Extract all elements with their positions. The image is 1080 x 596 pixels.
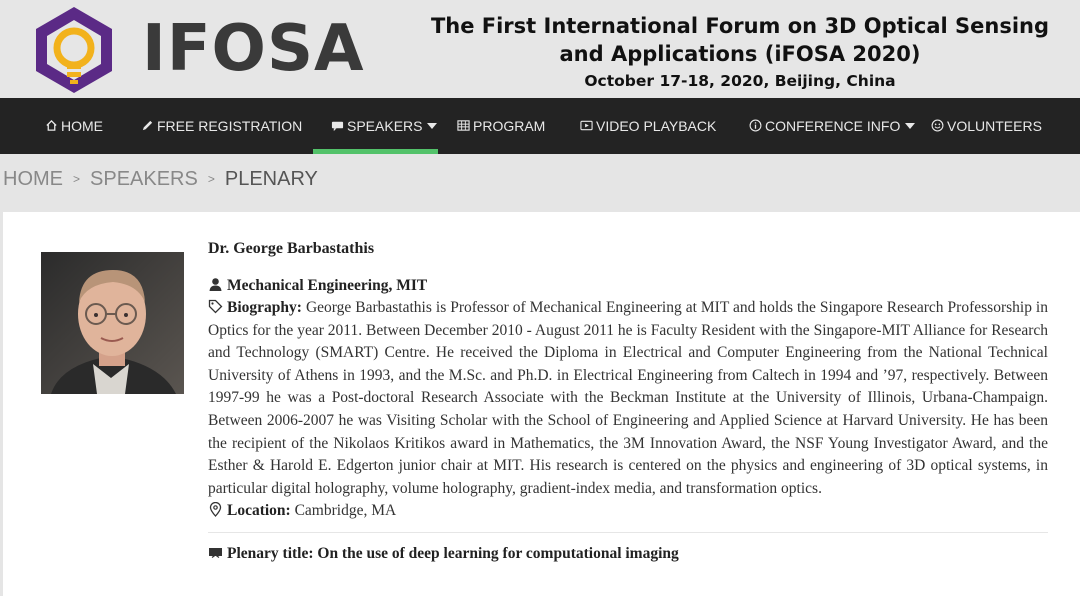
- breadcrumb-current: PLENARY: [224, 168, 318, 190]
- location-label: Location:: [227, 502, 291, 520]
- video-icon: [580, 119, 593, 132]
- nav-speakers-label: SPEAKERS: [347, 118, 423, 134]
- home-icon: [45, 119, 58, 132]
- nav-video-playback-label: VIDEO PLAYBACK: [596, 118, 717, 134]
- tag-icon: [208, 299, 223, 314]
- speaker-biography: [208, 297, 1048, 500]
- nav-volunteers[interactable]: [931, 98, 1042, 154]
- pencil-icon: [141, 119, 154, 132]
- speaker-photo: [41, 252, 184, 394]
- speaker-affiliation-row: [208, 275, 1048, 297]
- location-pin-icon: [208, 502, 223, 517]
- nav-conference-info-label: CONFERENCE INFO: [765, 118, 901, 134]
- chat-icon: [331, 119, 344, 132]
- breadcrumb-separator: >: [73, 172, 81, 186]
- nav-home-label: HOME: [61, 118, 103, 134]
- nav-free-registration[interactable]: [141, 98, 302, 154]
- plenary-title-row: [208, 543, 1048, 565]
- breadcrumb-home[interactable]: HOME: [3, 168, 63, 190]
- biography-label: Biography:: [227, 299, 302, 316]
- conference-title-block: [410, 12, 1070, 92]
- nav-free-registration-label: FREE REGISTRATION: [157, 118, 303, 134]
- site-header: [0, 0, 1080, 98]
- breadcrumb-speakers[interactable]: SPEAKERS: [90, 168, 198, 190]
- speaker-name: Dr. George Barbastathis: [208, 240, 375, 257]
- nav-home[interactable]: [45, 98, 103, 154]
- speaker-affiliation: Mechanical Engineering, MIT: [227, 277, 428, 294]
- nav-program-label: PROGRAM: [473, 118, 546, 134]
- ifosa-logo[interactable]: [28, 4, 120, 96]
- speaker-details: [208, 238, 1048, 565]
- user-icon: [208, 277, 223, 292]
- nav-speakers[interactable]: [313, 98, 438, 154]
- biography-text: George Barbastathis is Professor of Mechanical Engineering at MIT and holds the Singapore Research Professorship in Optics for the year 2011. Between December 2010 - August 2011 he is Faculty Resident with the Singapore-MIT Alliance for Research and Technology (SMART) Centre. He received the Diploma in Electrical and Computer Engineering from the National Technical University of Athens in 1993, and the M.Sc. and Ph.D. in Electrical Engineering from Caltech in 1994 and ’97, respectively. Between 1997-99 he was a Post-doctoral Research Associate with the Beckman Institute at the University of Illinois, Urbana-Champaign. Between 2006-2007 he was Visiting Scholar with the School of Engineering and Applied Science at Harvard University. He has been the recipient of the Nikolaos Kritikos award in Mathematics, the 3M Innovation Award, the NSF Young Investigator Award, and the Esther & Harold E. Edgerton junior chair at MIT. His research is centered on the physics and engineering of 3D optical systems, in particular digital holography, volume holography, gradient-index media, and transformation optics.: [208, 299, 1048, 497]
- chevron-down-icon: [427, 123, 437, 129]
- chevron-down-icon: [905, 123, 915, 129]
- nav-video-playback[interactable]: [580, 98, 716, 154]
- smile-icon: [931, 119, 944, 132]
- nav-program[interactable]: [457, 98, 545, 154]
- presentation-icon: [208, 545, 223, 560]
- info-icon: [749, 119, 762, 132]
- breadcrumb: [3, 168, 318, 191]
- location-value: Cambridge, MA: [294, 502, 397, 520]
- section-divider: [208, 532, 1048, 533]
- plenary-title: Plenary title: On the use of deep learning for computational imaging: [227, 545, 679, 563]
- conference-title-line2: and Applications (iFOSA 2020): [559, 42, 921, 66]
- conference-title-line1: The First International Forum on 3D Optical Sensing: [430, 14, 1050, 38]
- speaker-card: [3, 212, 1080, 596]
- nav-volunteers-label: VOLUNTEERS: [947, 118, 1042, 134]
- grid-icon: [457, 119, 470, 132]
- nav-conference-info[interactable]: [749, 98, 915, 154]
- speaker-location-row: [208, 500, 1048, 522]
- breadcrumb-separator: >: [207, 172, 215, 186]
- logo-text[interactable]: IFOSA: [142, 12, 365, 86]
- conference-date: October 17-18, 2020, Beijing, China: [584, 72, 896, 90]
- main-nav: [0, 98, 1080, 154]
